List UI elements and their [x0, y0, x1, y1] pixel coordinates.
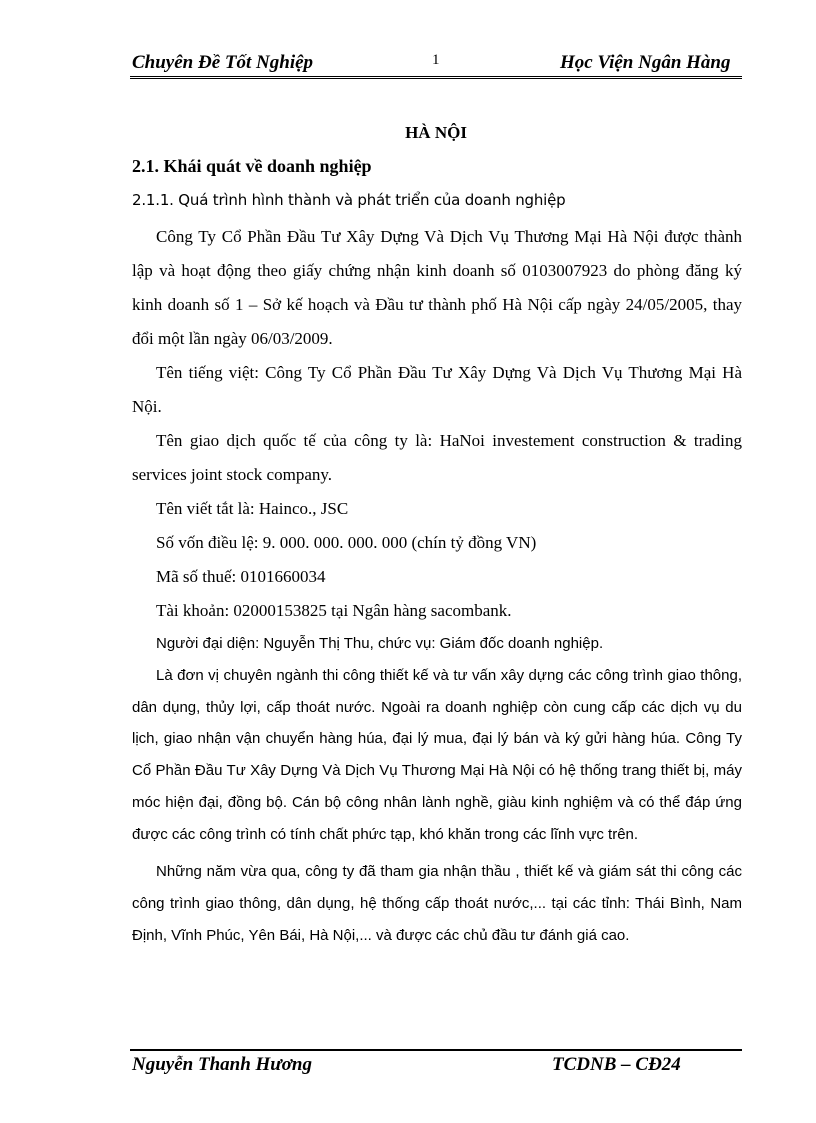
document-body: [132, 220, 742, 951]
footer-rule: [130, 1049, 742, 1051]
paragraph-representative: Người đại diện: Nguyễn Thị Thu, chức vụ: Giám đốc doanh nghiệp.: [156, 635, 604, 652]
paragraph-short-name: Tên viết tắt là: Hainco., JSC: [156, 499, 349, 518]
paragraph-business-scope: Là đơn vị chuyên ngành thi công thiết kế và tư vấn xây dựng các công trình giao thông, dân dụng, thủy lợi, cấp thoát nước. Ngoài ra doanh nghiệp còn cung cấp các dịch vụ du lịch, giao nhận vận chuyển hàng húa, đại lý mua, đại lý bán và ký gửi hàng húa. Công Ty Cổ Phần Đầu Tư Xây Dựng Và Dịch Vụ Thương Mại Hà Nội có hệ thống trang thiết bị, máy móc hiện đại, đồng bộ. Cán bộ công nhân lành nghề, giàu kinh nghiệm và có thể đáp ứng được các công trình có tính chất phức tạp, khó khăn trong các lĩnh vực trên.: [132, 667, 742, 843]
subsection-heading: 2.1.1. Quá trình hình thành và phát triển của doanh nghiệp: [132, 191, 566, 209]
paragraph-bank-account: Tài khoản: 02000153825 tại Ngân hàng sacombank.: [156, 601, 512, 620]
paragraph-vietnamese-name: Tên tiếng việt: Công Ty Cổ Phần Đầu Tư Xây Dựng Và Dịch Vụ Thương Mại Hà Nội.: [132, 363, 742, 416]
header-rule: [130, 76, 742, 79]
header-title-right: Học Viện Ngân Hàng: [560, 52, 731, 73]
footer-class-code: TCDNB – CĐ24: [552, 1054, 681, 1075]
paragraph-charter-capital: Số vốn điều lệ: 9. 000. 000. 000. 000 (chín tỷ đồng VN): [156, 533, 537, 552]
paragraph-international-name: Tên giao dịch quốc tế của công ty là: HaNoi investement construction & trading services joint stock company.: [132, 431, 742, 484]
paragraph-tax-code: Mã số thuế: 0101660034: [156, 567, 326, 586]
paragraph-projects: Những năm vừa qua, công ty đã tham gia nhận thầu , thiết kế và giám sát thi công các công trình giao thông, dân dụng, hệ thống cấp thoát nước,... tại các tỉnh: Thái Bình, Nam Định, Vĩnh Phúc, Yên Bái, Hà Nội,... và được các chủ đầu tư đánh giá cao.: [132, 863, 742, 944]
paragraph-establishment: Công Ty Cổ Phần Đầu Tư Xây Dựng Và Dịch Vụ Thương Mại Hà Nội được thành lập và hoạt động theo giấy chứng nhận kinh doanh số 0103007923 do phòng đăng ký kinh doanh số 1 – Sở kế hoạch và Đầu tư thành phố Hà Nội cấp ngày 24/05/2005, thay đổi một lần ngày 06/03/2009.: [132, 227, 742, 348]
section-heading: 2.1. Khái quát về doanh nghiệp: [132, 156, 372, 176]
footer-author: Nguyễn Thanh Hương: [132, 1054, 312, 1075]
page-number: 1: [432, 52, 440, 68]
header-title-left: Chuyên Đề Tốt Nghiệp: [132, 52, 314, 73]
page-title: HÀ NỘI: [405, 123, 467, 142]
